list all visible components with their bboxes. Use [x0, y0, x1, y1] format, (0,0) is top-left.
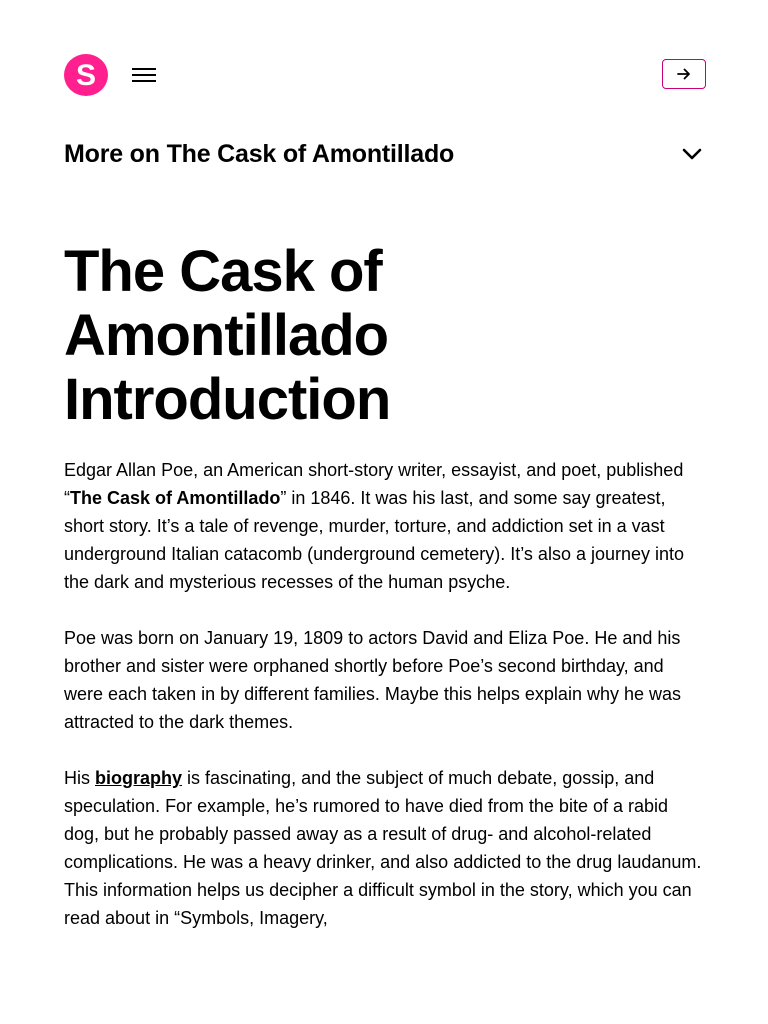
- menu-line: [132, 74, 156, 76]
- site-logo[interactable]: [64, 54, 108, 96]
- arrow-right-icon: [676, 67, 692, 81]
- text-run: Edgar Allan Poe, an American short-story writer, essayist, and poet, published “: [64, 460, 684, 508]
- text-run: His: [64, 768, 95, 788]
- logo-s-icon: [64, 54, 108, 96]
- more-on-dropdown[interactable]: [64, 134, 706, 174]
- paragraph-birth: Poe was born on January 19, 1809 to actors David and Eliza Poe. He and his brother and sister were orphaned shortly before Poe’s second birthday, and were each taken in by different families. Maybe this helps explain why he was attracted to the dark themes.: [64, 628, 681, 732]
- work-title-bold: The Cask of Amontillado: [70, 488, 281, 508]
- login-button[interactable]: [662, 59, 706, 89]
- chevron-down-icon[interactable]: [678, 140, 706, 168]
- page-title: [64, 240, 684, 432]
- title-line: Introduction: [64, 367, 391, 432]
- text-run: ” in 1846. It was his last, and some say greatest, short story. It’s a tale of revenge, murder, torture, and addiction set in a vast underground Italian catacomb (underground cemetery). It’s also a journey into the dark and mysterious recesses of the human psyche.: [64, 488, 685, 592]
- site-header: [64, 54, 706, 96]
- hamburger-icon[interactable]: [132, 65, 158, 85]
- title-line: Amontillado: [64, 303, 389, 368]
- biography-link[interactable]: biography: [95, 768, 183, 788]
- paragraph-biography: [64, 764, 706, 932]
- menu-line: [132, 80, 156, 82]
- title-line: The Cask of: [64, 239, 382, 304]
- paragraph-intro: [64, 456, 706, 596]
- svg-text:S: S: [75, 59, 97, 92]
- menu-line: [132, 68, 156, 70]
- more-on-label: More on The Cask of Amontillado: [64, 139, 455, 168]
- text-run: is fascinating, and the subject of much debate, gossip, and speculation. For example, he’s rumored to have died from the bite of a rabid dog, but he probably passed away as a result of drug- and alcohol-related complications. He was a heavy drinker, and also addicted to the drug laudanum. This information helps us decipher a difficult symbol in the story, which you can read about in “Symbols, Imagery,: [64, 768, 702, 928]
- article-body: [64, 456, 706, 960]
